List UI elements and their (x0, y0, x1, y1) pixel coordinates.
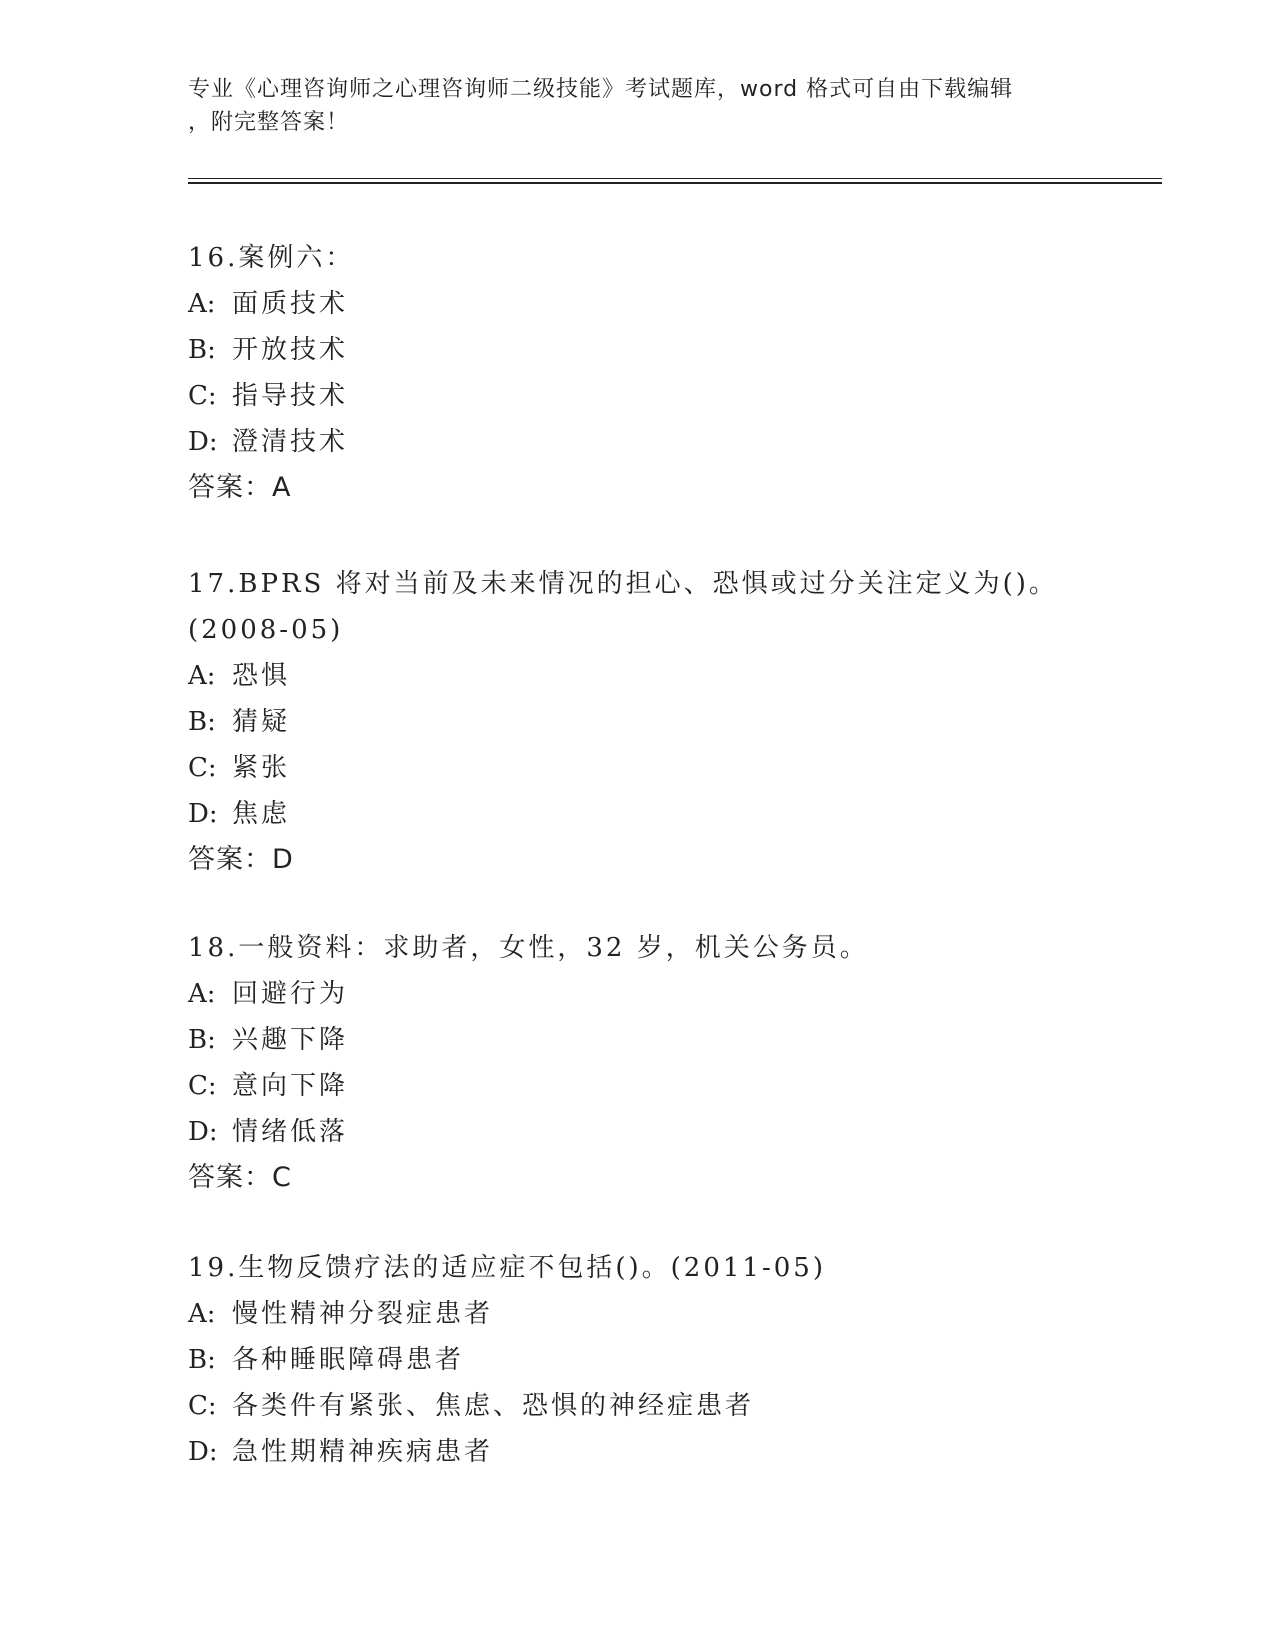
answer-line: 答案：A (188, 472, 292, 503)
question-17 (188, 561, 1138, 883)
option-c (188, 1063, 1138, 1109)
option-letter: C: (188, 753, 217, 783)
option-a (188, 1291, 1138, 1337)
option-letter: C: (188, 1071, 217, 1101)
question-stem: 19.生物反馈疗法的适应症不包括()。(2011-05) (188, 1253, 826, 1283)
question-stem-continued: (2008-05) (188, 615, 344, 645)
header-title-line-2: ，附完整答案！ (188, 110, 350, 135)
question-stem: 17.BPRS 将对当前及未来情况的担心、恐惧或过分关注定义为()。 (188, 569, 1058, 599)
answer-line: 答案：C (188, 1162, 292, 1193)
question-stem: 16.案例六： (188, 243, 355, 273)
option-text: 回避行为 (232, 979, 349, 1009)
option-text: 慢性精神分裂症患者 (232, 1299, 494, 1329)
option-a (188, 653, 1138, 699)
option-b (188, 699, 1138, 745)
option-letter: D: (188, 799, 218, 829)
option-letter: B: (188, 707, 216, 737)
option-letter: B: (188, 1345, 216, 1375)
option-letter: A: (188, 289, 216, 319)
option-letter: A: (188, 661, 216, 691)
question-stem: 18.一般资料：求助者，女性，32 岁，机关公务员。 (188, 933, 869, 963)
header-divider-bottom (188, 182, 1162, 184)
option-text: 指导技术 (232, 381, 349, 411)
question-16 (188, 235, 1138, 511)
option-letter: D: (188, 427, 218, 457)
option-d (188, 419, 1138, 465)
option-text: 恐惧 (232, 661, 291, 691)
option-text: 紧张 (232, 753, 291, 783)
option-b (188, 327, 1138, 373)
option-b (188, 1017, 1138, 1063)
option-letter: D: (188, 1117, 218, 1147)
option-text: 澄清技术 (232, 427, 349, 457)
option-letter: B: (188, 1025, 216, 1055)
option-d (188, 1109, 1138, 1155)
option-text: 猜疑 (232, 707, 291, 737)
option-c (188, 373, 1138, 419)
option-text: 兴趣下降 (232, 1025, 349, 1055)
option-text: 情绪低落 (232, 1117, 349, 1147)
option-letter: B: (188, 335, 216, 365)
header-divider-top (188, 178, 1162, 179)
option-text: 意向下降 (232, 1071, 349, 1101)
option-text: 开放技术 (232, 335, 349, 365)
question-19 (188, 1245, 1138, 1475)
option-letter: A: (188, 1299, 216, 1329)
option-d (188, 1429, 1138, 1475)
option-letter: C: (188, 1391, 217, 1421)
option-c (188, 745, 1138, 791)
option-letter: D: (188, 1437, 218, 1467)
answer-line: 答案：D (188, 844, 294, 875)
option-text: 各类件有紧张、焦虑、恐惧的神经症患者 (232, 1391, 755, 1421)
option-c (188, 1383, 1138, 1429)
document-header (188, 73, 1088, 139)
option-text: 面质技术 (232, 289, 349, 319)
option-letter: C: (188, 381, 217, 411)
option-text: 各种睡眠障碍患者 (232, 1345, 465, 1375)
option-d (188, 791, 1138, 837)
option-a (188, 971, 1138, 1017)
option-letter: A: (188, 979, 216, 1009)
option-b (188, 1337, 1138, 1383)
option-text: 急性期精神疾病患者 (232, 1437, 494, 1467)
option-text: 焦虑 (232, 799, 291, 829)
header-title-line-1: 专业《心理咨询师之心理咨询师二级技能》考试题库，word 格式可自由下载编辑 (188, 77, 1014, 102)
option-a (188, 281, 1138, 327)
question-18 (188, 925, 1138, 1201)
